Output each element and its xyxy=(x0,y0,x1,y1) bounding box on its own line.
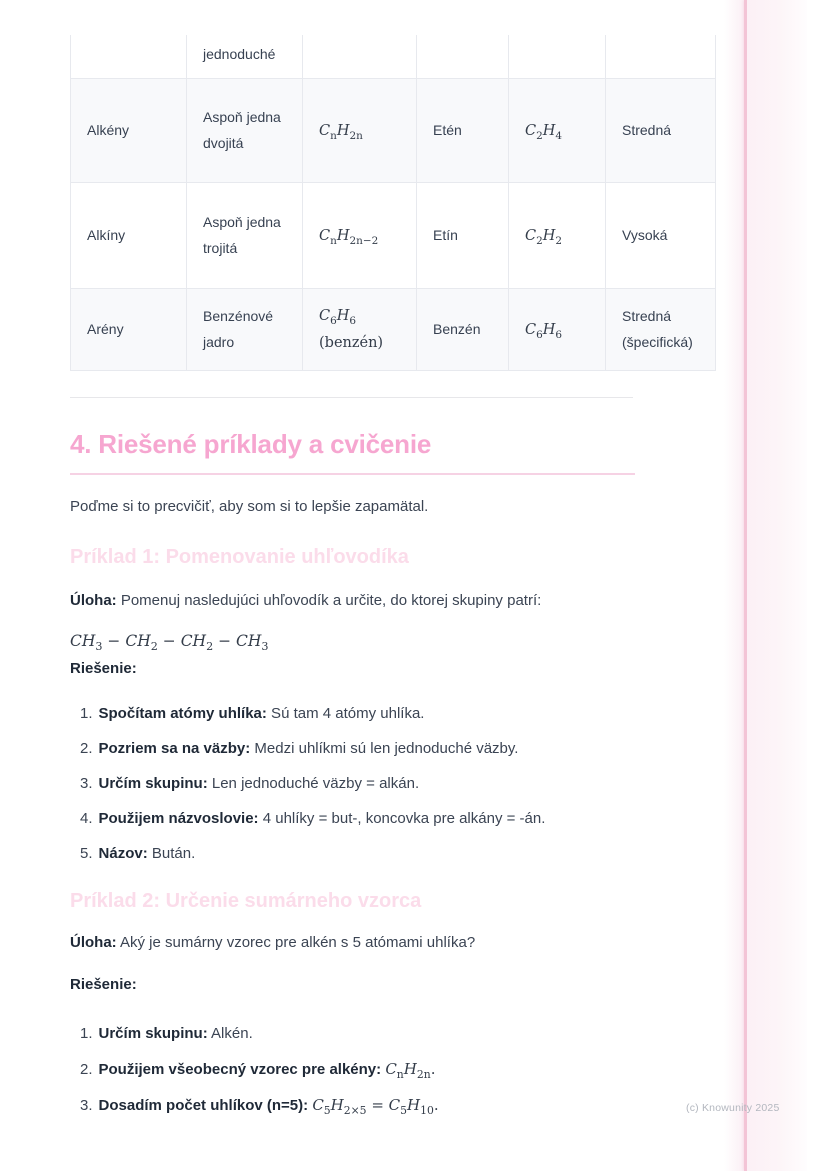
example1-task xyxy=(70,590,690,612)
list-item xyxy=(80,738,700,760)
formula-cell xyxy=(303,78,417,182)
group-cell: Arény xyxy=(71,288,187,370)
table-cell-empty xyxy=(303,35,417,78)
step-label: Určím skupinu: xyxy=(98,1025,208,1042)
example1-heading: Príklad 1: Pomenovanie uhľovodíka xyxy=(70,546,409,568)
table-cell-bond-fragment: jednoduché xyxy=(187,35,303,78)
structural-formula: $CH_3 - CH_2 - CH_2 - CH_3$ xyxy=(70,632,269,654)
general-formula: $C_nH_{2n}$ xyxy=(319,122,363,142)
step-number: 1. xyxy=(80,705,93,722)
page-edge-strip xyxy=(747,0,807,1171)
step-number: 1. xyxy=(80,1025,93,1042)
heading-underline xyxy=(70,473,635,475)
step-number: 2. xyxy=(80,1061,93,1078)
example-formula: $C_2H_2$ xyxy=(525,227,563,247)
step-formula: $C_5H_{2\times 5} = C_5H_{10}$. xyxy=(312,1096,439,1117)
example2-solution-label: Riešenie: xyxy=(70,976,137,993)
example-cell: Etín xyxy=(417,182,509,288)
example-formula: $C_2H_4$ xyxy=(525,122,563,142)
list-item xyxy=(80,1022,700,1045)
step-number: 3. xyxy=(80,775,93,792)
step-number: 2. xyxy=(80,740,93,757)
table-row-alkiny xyxy=(71,182,716,288)
group-cell: Alkény xyxy=(71,78,187,182)
step-text: Alkén. xyxy=(207,1025,253,1042)
list-item xyxy=(80,1058,700,1081)
bond-cell: Benzénové jadro xyxy=(187,288,303,370)
example-formula-cell xyxy=(509,182,606,288)
step-text: Len jednoduché väzby = alkán. xyxy=(207,775,420,792)
reactivity-cell: Stredná (špecifická) xyxy=(606,288,716,370)
list-item xyxy=(80,843,700,865)
task-text: Pomenuj nasledujúci uhľovodík a určite, do ktorej skupiny patrí: xyxy=(116,592,542,609)
example-formula-cell xyxy=(509,78,606,182)
example-cell: Benzén xyxy=(417,288,509,370)
example2-task xyxy=(70,932,690,954)
section-heading: 4. Riešené príklady a cvičenie xyxy=(70,429,432,459)
step-number: 4. xyxy=(80,810,93,827)
general-formula: $C_6H_6$ xyxy=(319,308,357,327)
hydrocarbon-table xyxy=(70,35,716,371)
example2-steps xyxy=(80,1022,700,1130)
example-formula: $C_6H_6$ xyxy=(525,321,563,341)
table-cell-empty xyxy=(509,35,606,78)
reactivity-cell: Vysoká xyxy=(606,182,716,288)
step-number: 3. xyxy=(80,1097,93,1114)
list-item xyxy=(80,808,700,830)
task-text: Aký je sumárny vzorec pre alkén s 5 atómami uhlíka? xyxy=(116,934,476,951)
step-text: Sú tam 4 atómy uhlíka. xyxy=(266,705,425,722)
table-row-partial xyxy=(71,35,716,78)
table-row-areny xyxy=(71,288,716,370)
formula-note: (benzén) xyxy=(319,335,384,351)
step-formula: $C_nH_{2n}$. xyxy=(385,1060,436,1081)
list-item xyxy=(80,773,700,795)
step-label: Určím skupinu: xyxy=(98,775,208,792)
task-label: Úloha: xyxy=(70,934,117,951)
step-label: Dosadím počet uhlíkov (n=5): xyxy=(98,1097,309,1114)
example2-heading: Príklad 2: Určenie sumárneho vzorca xyxy=(70,890,422,912)
bond-cell: Aspoň jedna dvojitá xyxy=(187,78,303,182)
table-cell-empty xyxy=(71,35,187,78)
example-formula-cell xyxy=(509,288,606,370)
group-cell: Alkíny xyxy=(71,182,187,288)
copyright-note: (c) Knowunity 2025 xyxy=(686,1102,780,1114)
general-formula: $C_nH_{2n-2}$ xyxy=(319,227,379,247)
section-intro: Poďme si to precvičiť, aby som si to lepšie zapamätal. xyxy=(70,498,429,515)
step-label: Spočítam atómy uhlíka: xyxy=(98,705,267,722)
step-label: Pozriem sa na väzby: xyxy=(98,740,251,757)
example1-steps xyxy=(80,703,700,878)
page-edge-fade xyxy=(724,0,744,1171)
step-number: 5. xyxy=(80,845,93,862)
reactivity-cell: Stredná xyxy=(606,78,716,182)
section-divider xyxy=(70,397,633,398)
task-label: Úloha: xyxy=(70,592,117,609)
table-cell-empty xyxy=(606,35,716,78)
bond-cell: Aspoň jedna trojitá xyxy=(187,182,303,288)
step-text: Bután. xyxy=(147,845,196,862)
example-cell: Etén xyxy=(417,78,509,182)
step-label: Názov: xyxy=(98,845,148,862)
list-item xyxy=(80,1094,700,1117)
list-item xyxy=(80,703,700,725)
step-text: 4 uhlíky = but-, koncovka pre alkány = -án. xyxy=(258,810,546,827)
table-row-alkeny xyxy=(71,78,716,182)
table-cell-empty xyxy=(417,35,509,78)
formula-cell xyxy=(303,288,417,370)
example1-solution-label: Riešenie: xyxy=(70,660,137,677)
step-label: Použijem všeobecný vzorec pre alkény: xyxy=(98,1061,382,1078)
formula-cell xyxy=(303,182,417,288)
step-label: Použijem názvoslovie: xyxy=(98,810,259,827)
step-text: Medzi uhlíkmi sú len jednoduché väzby. xyxy=(250,740,519,757)
